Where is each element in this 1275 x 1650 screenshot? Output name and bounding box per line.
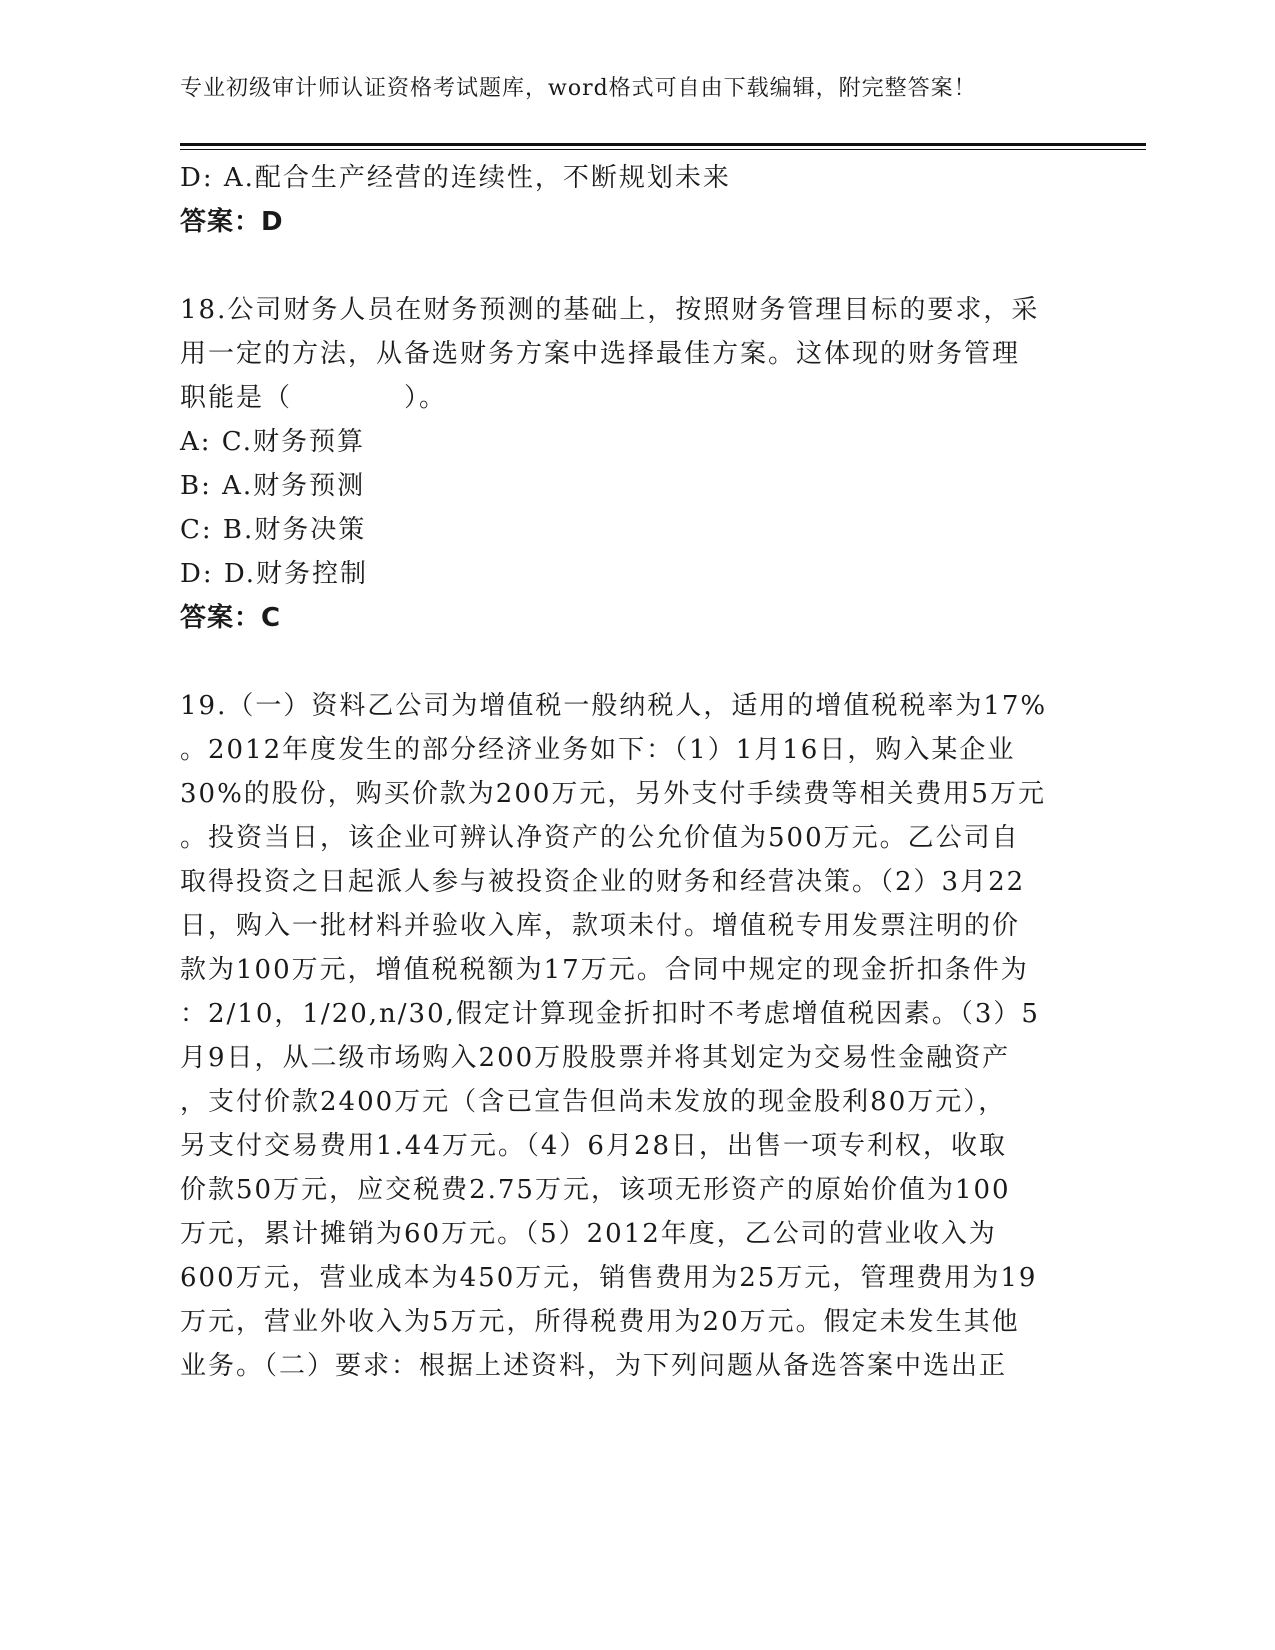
q19-stem-line: 价款50万元，应交税费2.75万元，该项无形资产的原始价值为100 — [180, 1175, 1011, 1205]
header-rule-thin — [180, 149, 1146, 150]
header-rule-thick — [180, 143, 1146, 146]
q19-stem-line: 。2012年度发生的部分经济业务如下：（1）1月16日，购入某企业 — [180, 735, 1016, 765]
q19-stem-line: 600万元，营业成本为450万元，销售费用为25万元，管理费用为19 — [180, 1263, 1038, 1293]
q19-stem-line: 19.（一）资料乙公司为增值税一般纳税人，适用的增值税税率为17% — [180, 691, 1048, 721]
q18-stem-line: 职能是（ ）。 — [180, 383, 448, 413]
q19-stem-line: 日，购入一批材料并验收入库，款项未付。增值税专用发票注明的价 — [180, 911, 1021, 941]
q18-option-b: B: A.财务预测 — [180, 471, 366, 501]
q19-stem-line: 30%的股份，购买价款为200万元，另外支付手续费等相关费用5万元 — [180, 779, 1046, 809]
q19-stem-line: ：2/10，1/20,n/30,假定计算现金折扣时不考虑增值税因素。（3）5 — [180, 999, 1040, 1029]
q17-answer: 答案：D — [180, 207, 284, 237]
spacer — [180, 640, 1060, 684]
q19-stem-line: 。投资当日，该企业可辨认净资产的公允价值为500万元。乙公司自 — [180, 823, 1020, 853]
q19-stem-line: 业务。（二）要求：根据上述资料，为下列问题从备选答案中选出正 — [180, 1351, 1008, 1381]
q18-answer: 答案：C — [180, 603, 282, 633]
document-body — [180, 156, 1060, 1388]
q18-option-c: C: B.财务决策 — [180, 515, 367, 545]
q18-stem-line: 18.公司财务人员在财务预测的基础上，按照财务管理目标的要求，采 — [180, 295, 1040, 325]
q19-stem-line: 另支付交易费用1.44万元。（4）6月28日，出售一项专利权，收取 — [180, 1131, 1008, 1161]
q19-stem-line: ，支付价款2400万元（含已宣告但尚未发放的现金股利80万元）， — [180, 1087, 1007, 1117]
q19-block — [180, 684, 1060, 1388]
q19-stem-line: 取得投资之日起派人参与被投资企业的财务和经营决策。（2）3月22 — [180, 867, 1026, 897]
q18-option-a: A: C.财务预算 — [180, 427, 366, 457]
spacer — [180, 244, 1060, 288]
q19-stem-line: 月9日，从二级市场购入200万股股票并将其划定为交易性金融资产 — [180, 1043, 1011, 1073]
page-header: 专业初级审计师认证资格考试题库，word格式可自由下载编辑，附完整答案！ — [180, 76, 977, 101]
q18-block — [180, 288, 1060, 640]
q19-stem-line: 款为100万元，增值税税额为17万元。合同中规定的现金折扣条件为 — [180, 955, 1029, 985]
q17-option-d: D: A.配合生产经营的连续性，不断规划未来 — [180, 163, 731, 193]
q18-stem-line: 用一定的方法，从备选财务方案中选择最佳方案。这体现的财务管理 — [180, 339, 1021, 369]
q19-stem-line: 万元，营业外收入为5万元，所得税费用为20万元。假定未发生其他 — [180, 1307, 1020, 1337]
q19-stem-line: 万元，累计摊销为60万元。（5）2012年度，乙公司的营业收入为 — [180, 1219, 997, 1249]
q18-option-d: D: D.财务控制 — [180, 559, 369, 589]
